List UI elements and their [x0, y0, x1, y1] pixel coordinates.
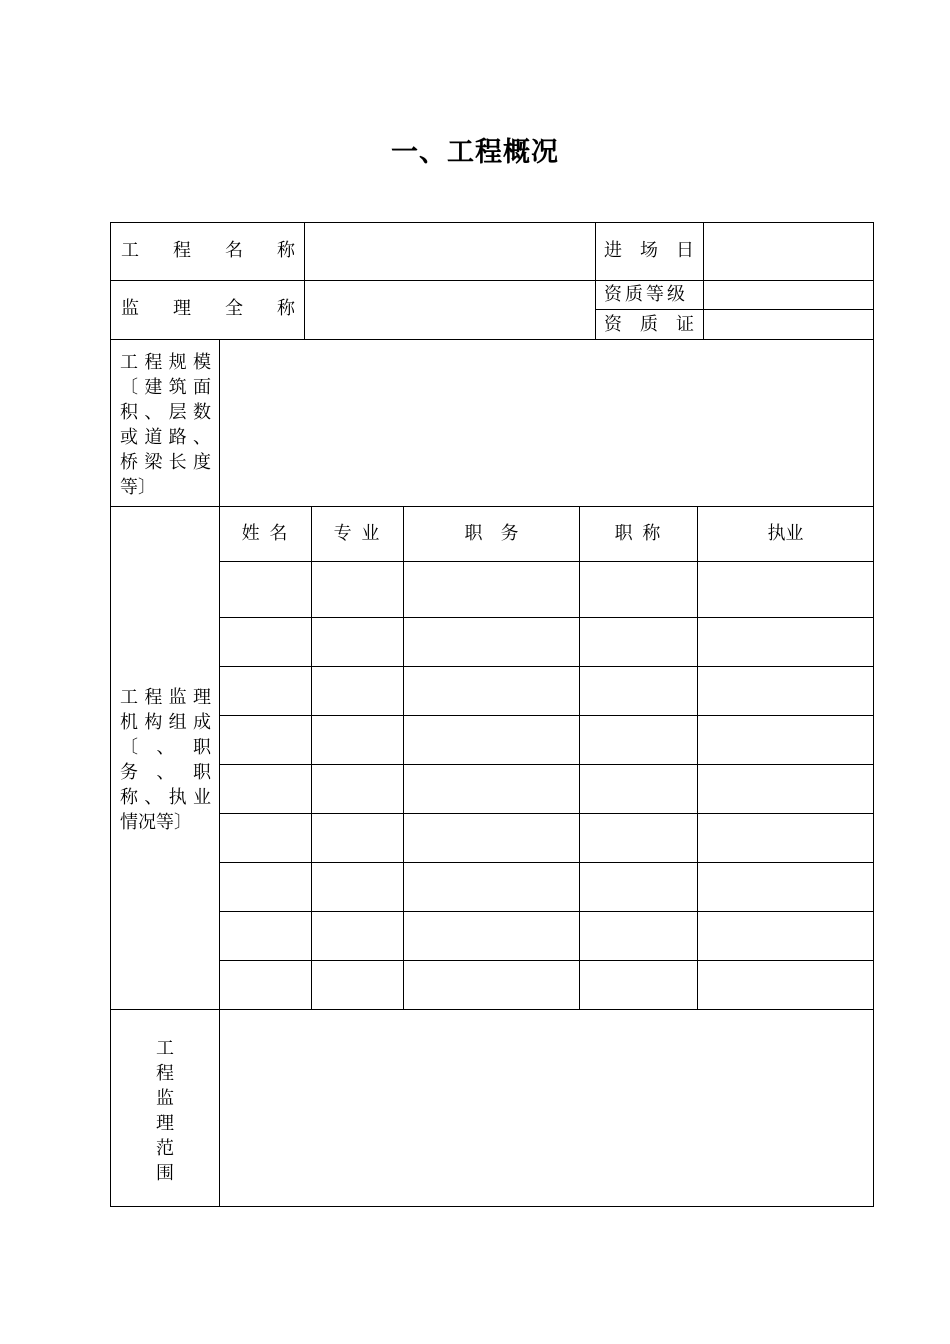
entry-date-label: 进 场 日	[604, 240, 694, 261]
table-row[interactable]	[220, 716, 873, 764]
page-title: 一、工程概况	[391, 137, 559, 168]
table-row[interactable]	[220, 912, 873, 960]
supervisor-name-label: 监 理 全 称	[121, 298, 295, 319]
table-row[interactable]	[220, 765, 873, 813]
project-name-label: 工 程 名 称	[121, 240, 295, 261]
table-row[interactable]	[220, 961, 873, 1009]
table-row[interactable]	[220, 863, 873, 911]
qualification-grade-label: 资质等级	[604, 284, 688, 305]
header-name: 姓 名	[241, 523, 290, 544]
supervision-scope-field[interactable]	[220, 1010, 873, 1206]
project-scale-field[interactable]	[220, 340, 873, 506]
org-composition-label: 工程监理 机构组成 〔 、 职 务 、 职 称、执业 情况等〕	[120, 687, 211, 833]
project-name-field[interactable]	[305, 223, 595, 280]
table-row[interactable]	[220, 667, 873, 715]
header-title: 职 称	[614, 523, 663, 544]
header-practice: 执业	[767, 523, 804, 544]
project-scale-label: 工程规模 〔建筑面 积、层数 或道路、 桥梁长度 等〕	[120, 352, 211, 498]
supervision-scope-label: 工 程 监 理 范 围	[156, 1038, 174, 1184]
qualification-cert-label: 资 质 证	[604, 314, 694, 335]
entry-date-field[interactable]	[704, 223, 873, 280]
table-row[interactable]	[220, 618, 873, 666]
qualification-grade-field[interactable]	[704, 281, 873, 309]
header-position: 职 务	[464, 523, 519, 544]
table-row[interactable]	[220, 562, 873, 617]
qualification-cert-field[interactable]	[704, 310, 873, 339]
table-row[interactable]	[220, 814, 873, 862]
header-major: 专 业	[333, 523, 382, 544]
supervisor-name-field[interactable]	[305, 281, 595, 339]
